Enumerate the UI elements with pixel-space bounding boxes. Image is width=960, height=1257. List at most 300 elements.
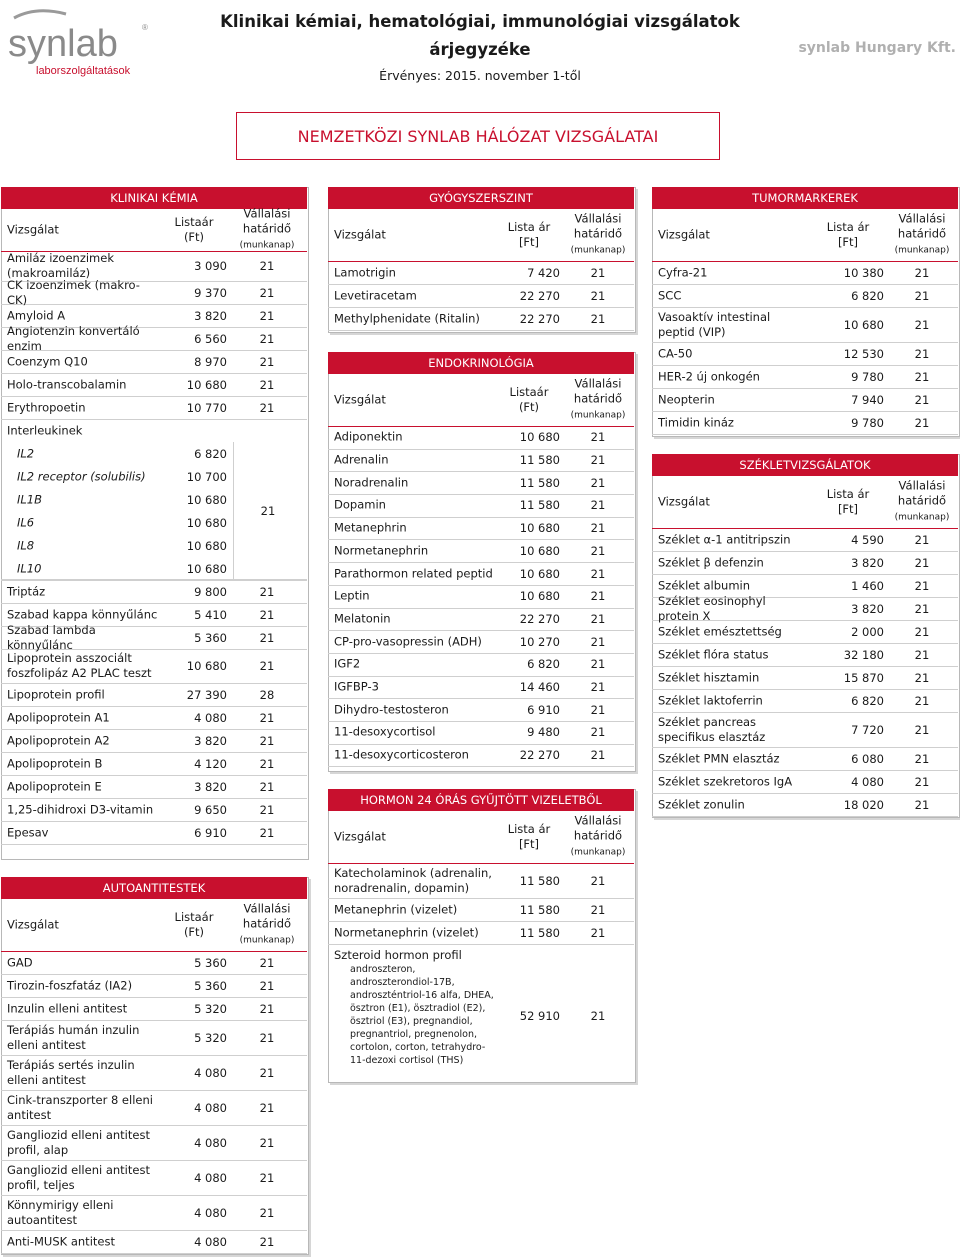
row-deadline: 21 (914, 369, 930, 384)
row-deadline: 21 (590, 521, 606, 536)
table-row (652, 528, 958, 552)
row-name: Lipoprotein profil (7, 687, 105, 701)
row-name: Lamotrigin (334, 265, 396, 279)
table-row (328, 540, 634, 564)
row-name: Adiponektin (334, 429, 403, 444)
col-header-name: Vizsgálat (658, 494, 710, 509)
table-row (652, 593, 958, 623)
col-header-deadline (564, 814, 632, 861)
col-header-price-unit: [Ft] (518, 837, 540, 851)
row-name: Holo-transcobalamin (7, 377, 127, 391)
row-name: IL1B (17, 492, 43, 506)
row-price: 12 530 (843, 346, 884, 361)
table-header (652, 209, 958, 262)
table-tumormarkerek (652, 187, 958, 435)
table-row (1, 974, 307, 998)
row-name: CP-pro-vasopressin (ADH) (334, 634, 482, 649)
col-header-name: Vizsgálat (658, 227, 710, 242)
row-price: 22 270 (519, 611, 560, 626)
row-price: 10 680 (519, 543, 560, 558)
table-row (1, 951, 307, 975)
col-header-price-unit: (Ft) (518, 400, 540, 414)
table-gyogyszerszint (328, 187, 634, 331)
row-deadline: 21 (590, 611, 606, 626)
row-deadline: 21 (914, 532, 930, 547)
col-header-name: Vizsgálat (334, 227, 386, 242)
row-price: 10 270 (519, 634, 560, 649)
row-name: IL8 (17, 538, 35, 552)
col-header-price-label: Lista ár (507, 220, 551, 234)
col-header-price (812, 487, 884, 517)
row-deadline: 21 (914, 415, 930, 430)
row-deadline: 21 (259, 1135, 275, 1150)
row-deadline: 21 (259, 377, 275, 392)
table-row (328, 630, 634, 654)
table-row (1, 396, 307, 420)
table-row (1, 729, 307, 753)
col-header-price-label: Listaár (509, 385, 549, 399)
table-row (328, 517, 634, 541)
table-row (1, 1055, 307, 1091)
row-price: 9 780 (851, 369, 884, 384)
col-header-deadline-hatarido: határidő (897, 493, 947, 508)
steroid-component-list: androszteron, androszterondiol-17B, androszténtriol-16 alfa, DHEA, ösztron (E1), ösztradiol (E2), ösztriol (E3), pregnandiol, pregnantriol, pregnenolon, cortolon, corton, tetrahydro-11-dezoxi cortisol (THS) (350, 964, 494, 1066)
col-header-price-unit: [Ft] (837, 502, 859, 516)
row-deadline: 21 (590, 265, 606, 280)
col-header-deadline-vallalasi: Vállalási (243, 206, 291, 221)
col-header-price-unit: [Ft] (837, 235, 859, 249)
col-header-deadline-unit: (munkanap) (239, 935, 295, 946)
row-name: Széklet szekretoros IgA (658, 774, 793, 788)
row-price: 9 780 (851, 415, 884, 430)
table-row (328, 608, 634, 632)
row-price: 52 910 (519, 1009, 560, 1023)
col-header-deadline-hatarido: határidő (242, 916, 292, 931)
row-deadline: 21 (259, 285, 275, 300)
row-deadline: 21 (914, 670, 930, 685)
table-row (328, 698, 634, 722)
table-row (328, 494, 634, 518)
col-header-name: Vizsgálat (334, 392, 386, 407)
table-row (1, 1230, 307, 1254)
row-name: Dopamin (334, 497, 386, 512)
row-name: Szabad lambda könnyűlánc (7, 622, 96, 652)
row-price: 9 650 (194, 802, 227, 817)
col-header-price-unit: (Ft) (183, 230, 205, 244)
row-price: 5 320 (194, 1001, 227, 1016)
row-price: 6 560 (194, 331, 227, 346)
row-name: CA-50 (658, 346, 693, 360)
table-row (328, 562, 634, 586)
table-hormon-24h (328, 789, 634, 1081)
table-row (328, 721, 634, 745)
row-price: 10 700 (186, 469, 227, 484)
row-price: 10 680 (186, 659, 227, 673)
table-row (1, 1125, 307, 1161)
row-name: Katecholaminok (adrenalin, noradrenalin, dopamin) (334, 865, 492, 895)
row-price: 4 590 (851, 532, 884, 547)
row-name: Neopterin (658, 392, 715, 406)
table-row (652, 307, 958, 343)
row-name: Interleukinek (7, 423, 83, 437)
row-deadline: 21 (914, 392, 930, 407)
row-price: 18 020 (843, 797, 884, 812)
row-price: 10 680 (186, 377, 227, 392)
row-name: SCC (658, 288, 682, 302)
row-name: IL6 (17, 515, 35, 529)
row-name: Széklet hisztamin (658, 670, 760, 684)
row-name: Methylphenidate (Ritalin) (334, 311, 480, 325)
row-deadline: 21 (259, 710, 275, 725)
row-name: Vasoaktív intestinal peptid (VIP) (658, 309, 771, 339)
row-name: Lipoprotein asszociált foszfolipáz A2 PLAC teszt (7, 651, 152, 680)
table-row (652, 689, 958, 713)
table-header (1, 206, 307, 252)
row-deadline: 21 (590, 453, 606, 468)
row-price: 6 820 (851, 693, 884, 708)
col-header-deadline (564, 377, 632, 424)
row-deadline: 21 (259, 308, 275, 323)
table-row (1, 373, 307, 397)
row-price: 5 320 (194, 1030, 227, 1045)
table-row (1, 752, 307, 776)
row-name: HER-2 új onkogén (658, 369, 760, 383)
row-name: GAD (7, 955, 33, 969)
row-deadline: 21 (914, 693, 930, 708)
section-banner: NEMZETKÖZI SYNLAB HÁLÓZAT VIZSGÁLATAI (236, 112, 720, 160)
table-header (328, 209, 634, 262)
col-header-deadline-unit: (munkanap) (894, 512, 950, 523)
table-row (1, 683, 307, 707)
col-header-deadline-hatarido: határidő (897, 226, 947, 241)
row-deadline: 21 (914, 601, 930, 616)
row-name: Amyloid A (7, 308, 66, 322)
row-name: Könnymirigy elleni autoantitest (7, 1197, 114, 1227)
col-header-price-label: Listaár (174, 910, 214, 924)
table-row (328, 449, 634, 473)
table-row (328, 585, 634, 609)
table-row (1, 580, 307, 604)
row-name: Széklet emésztettség (658, 624, 782, 638)
row-price: 4 080 (194, 1065, 227, 1080)
col-header-deadline-unit: (munkanap) (570, 847, 626, 858)
table-row (1, 997, 307, 1021)
row-price: 6 080 (851, 751, 884, 766)
table-row (1, 649, 307, 684)
row-deadline: 21 (590, 288, 606, 303)
section-title: KLINIKAI KÉMIA (1, 187, 307, 209)
row-name: IL2 receptor (solubilis) (17, 469, 146, 483)
row-name: Széklet zonulin (658, 797, 745, 811)
row-price: 5 410 (194, 607, 227, 622)
row-price: 6 820 (527, 657, 560, 672)
table-row (1, 821, 307, 845)
row-name: Normetanephrin (334, 543, 429, 558)
row-deadline: 21 (259, 1100, 275, 1115)
table-autoantitestek (1, 877, 307, 1253)
col-header-price-unit: (Ft) (183, 925, 205, 939)
table-row (1, 277, 307, 307)
row-price: 11 580 (519, 498, 560, 513)
table-row (1, 622, 307, 652)
row-deadline: 21 (259, 659, 275, 673)
row-price: 15 870 (843, 670, 884, 685)
row-deadline: 21 (259, 1030, 275, 1045)
col-header-deadline-hatarido: határidő (573, 391, 623, 406)
row-name: Anti-MUSK antitest (7, 1234, 115, 1248)
table-header (652, 476, 958, 529)
row-deadline: 21 (590, 680, 606, 695)
col-header-price (498, 385, 560, 415)
table-row (328, 676, 634, 700)
row-name: 11-desoxycorticosteron (334, 747, 469, 762)
row-deadline: 21 (259, 259, 275, 273)
section-title: HORMON 24 ÓRÁS GYŰJTÖTT VIZELETBŐL (328, 789, 634, 811)
col-header-deadline-vallalasi: Vállalási (898, 211, 946, 226)
col-header-deadline-hatarido: határidő (573, 226, 623, 241)
row-name: Tirozin-foszfatáz (IA2) (7, 978, 133, 992)
row-name: Epesav (7, 825, 49, 839)
col-header-price-unit: [Ft] (518, 235, 540, 249)
table-row (328, 653, 634, 677)
row-name: Noradrenalin (334, 475, 409, 490)
row-price: 3 820 (851, 555, 884, 570)
row-deadline: 21 (259, 331, 275, 346)
row-name: IL2 (17, 446, 35, 460)
row-price: 4 080 (851, 774, 884, 789)
row-deadline: 21 (590, 430, 606, 445)
row-name: Dihydro-testosteron (334, 702, 449, 717)
section-title: ENDOKRINOLÓGIA (328, 352, 634, 374)
row-name: Erythropoetin (7, 400, 86, 414)
row-name: Gangliozid elleni antitest profil, teljes (7, 1162, 150, 1192)
row-price: 22 270 (519, 311, 560, 326)
row-price: 32 180 (843, 647, 884, 662)
table-row (328, 426, 634, 450)
col-header-price (498, 822, 560, 852)
row-name: Szabad kappa könnyűlánc (7, 607, 158, 621)
table-row (1, 798, 307, 822)
row-price: 22 270 (519, 288, 560, 303)
il-merged-deadline: 21 (233, 442, 302, 580)
validity-date: Érvényes: 2015. november 1-től (379, 68, 581, 83)
row-price: 6 910 (527, 702, 560, 717)
row-price: 3 090 (194, 259, 227, 273)
row-price: 3 820 (194, 779, 227, 794)
row-price: 7 420 (527, 265, 560, 280)
company-name: synlab Hungary Kft. (798, 40, 956, 56)
row-name: Széklet albumin (658, 578, 751, 592)
col-header-deadline-unit: (munkanap) (570, 245, 626, 256)
page-title: Klinikai kémiai, hematológiai, immunológiai vizsgálatok árjegyzéke (220, 12, 740, 59)
row-deadline: 21 (914, 722, 930, 737)
table-row (652, 551, 958, 575)
row-price: 3 820 (194, 308, 227, 323)
synlab-logo (6, 8, 156, 80)
row-price: 3 820 (194, 733, 227, 748)
row-price: 4 080 (194, 1234, 227, 1249)
row-price: 11 580 (519, 902, 560, 917)
col-header-price-label: Listaár (174, 215, 214, 229)
col-header-name: Vizsgálat (7, 917, 59, 932)
row-price: 14 460 (519, 680, 560, 695)
row-name: Triptáz (7, 584, 46, 598)
row-name: Terápiás humán inzulin elleni antitest (7, 1022, 140, 1052)
row-name: IGF2 (334, 656, 361, 671)
col-header-deadline (233, 902, 301, 949)
row-price: 4 080 (194, 1100, 227, 1115)
row-price: 10 770 (186, 400, 227, 415)
row-name: Levetiracetam (334, 288, 417, 302)
row-price: 10 680 (186, 538, 227, 553)
row-name: IGFBP-3 (334, 679, 379, 694)
row-name: Széklet β defenzin (658, 555, 764, 569)
logo-subtitle: laborszolgáltatások (36, 65, 131, 77)
row-name: Cink-transzporter 8 elleni antitest (7, 1092, 153, 1122)
table-row (652, 388, 958, 412)
row-deadline: 21 (259, 607, 275, 622)
row-deadline: 21 (590, 925, 606, 940)
row-name: Metanephrin (334, 520, 407, 535)
table-row (1, 323, 307, 353)
row-deadline: 21 (259, 630, 275, 645)
table-row (328, 471, 634, 495)
row-deadline: 21 (590, 873, 606, 888)
row-deadline: 21 (259, 354, 275, 369)
table-row (328, 898, 634, 922)
row-name: Apolipoprotein E (7, 779, 102, 793)
row-name: Normetanephrin (vizelet) (334, 925, 479, 939)
logo-text: synlab (8, 23, 118, 65)
col-header-deadline (233, 207, 301, 254)
table-row (652, 793, 958, 817)
row-deadline: 21 (914, 346, 930, 361)
table-row (1, 1020, 307, 1056)
table-row (328, 307, 634, 331)
col-header-deadline (564, 212, 632, 259)
table-endokrinologia (328, 352, 634, 770)
row-price: 5 360 (194, 630, 227, 645)
row-deadline: 21 (590, 475, 606, 490)
row-price: 27 390 (186, 687, 227, 702)
col-header-deadline-vallalasi: Vállalási (574, 376, 622, 391)
row-deadline: 21 (259, 584, 275, 599)
row-deadline: 21 (590, 657, 606, 672)
col-header-deadline-unit: (munkanap) (570, 410, 626, 421)
row-price: 9 480 (527, 725, 560, 740)
row-price: 10 380 (843, 265, 884, 280)
table-row (652, 643, 958, 667)
row-name: Apolipoprotein B (7, 756, 103, 770)
row-price: 6 820 (194, 446, 227, 461)
row-price: 10 680 (186, 561, 227, 576)
row-price: 22 270 (519, 748, 560, 763)
row-name: Angiotenzin konvertáló enzim (7, 323, 140, 353)
col-header-deadline-unit: (munkanap) (894, 245, 950, 256)
row-price: 4 080 (194, 710, 227, 725)
table-row (652, 411, 958, 435)
row-price: 2 000 (851, 624, 884, 639)
table-szekletvizsgalatok (652, 454, 958, 816)
row-name: Amiláz izoenzimek (makroamiláz) (7, 251, 114, 280)
row-price: 4 080 (194, 1205, 227, 1220)
table-row (652, 712, 958, 748)
table-row (652, 261, 958, 285)
col-header-name: Vizsgálat (7, 222, 59, 237)
table-row (1, 775, 307, 799)
steroid-title: Szteroid hormon profil (334, 948, 462, 962)
table-row (1, 706, 307, 730)
col-header-deadline-vallalasi: Vállalási (898, 478, 946, 493)
row-deadline: 21 (590, 725, 606, 740)
row-deadline: 21 (914, 774, 930, 789)
row-deadline: 21 (590, 1009, 606, 1023)
row-price: 7 940 (851, 392, 884, 407)
table-row (1, 350, 307, 374)
row-deadline: 21 (259, 1170, 275, 1185)
table-row (652, 284, 958, 308)
table-row (652, 620, 958, 644)
row-name: Széklet flóra status (658, 647, 769, 661)
row-name: Gangliozid elleni antitest profil, alap (7, 1127, 150, 1157)
row-deadline: 21 (914, 797, 930, 812)
col-header-price (498, 220, 560, 250)
col-header-price (161, 215, 227, 245)
row-name: Széklet pancreas specifikus elasztáz (658, 714, 766, 744)
row-name: Apolipoprotein A2 (7, 733, 110, 747)
row-price: 9 800 (194, 584, 227, 599)
row-deadline: 21 (259, 733, 275, 748)
row-deadline: 21 (914, 647, 930, 662)
row-deadline: 21 (914, 555, 930, 570)
row-name: Széklet PMN elasztáz (658, 751, 780, 765)
table-row (328, 921, 634, 945)
row-price: 10 680 (519, 589, 560, 604)
row-deadline: 21 (259, 1234, 275, 1249)
col-header-price-label: Lista ár (826, 487, 870, 501)
row-deadline: 21 (590, 748, 606, 763)
row-deadline: 21 (590, 311, 606, 326)
row-name: Melatonin (334, 611, 391, 626)
table-klinikai-kemia (1, 187, 307, 858)
row-name: Timidin kináz (658, 415, 734, 429)
row-deadline: 21 (914, 751, 930, 766)
table-row (328, 744, 634, 768)
row-deadline: 21 (590, 902, 606, 917)
row-name: Parathormon related peptid (334, 566, 493, 581)
row-name: Cyfra-21 (658, 265, 708, 279)
table-row (328, 863, 634, 899)
row-name: Széklet eosinophyl protein X (658, 593, 766, 623)
row-deadline: 21 (259, 1205, 275, 1220)
table-row (328, 261, 634, 285)
row-deadline: 21 (590, 702, 606, 717)
row-deadline: 21 (259, 955, 275, 970)
table-row (328, 944, 634, 1088)
row-price: 3 820 (851, 601, 884, 616)
col-header-deadline (888, 479, 956, 526)
row-deadline: 21 (259, 802, 275, 817)
row-name: 11-desoxycortisol (334, 724, 436, 739)
table-row (1, 1090, 307, 1126)
col-header-price (812, 220, 884, 250)
row-price: 10 680 (186, 492, 227, 507)
row-price: 4 080 (194, 1135, 227, 1150)
row-deadline: 21 (590, 543, 606, 558)
il-group-bottom (1, 579, 307, 580)
row-name: Inzulin elleni antitest (7, 1001, 128, 1015)
row-price: 4 080 (194, 1170, 227, 1185)
